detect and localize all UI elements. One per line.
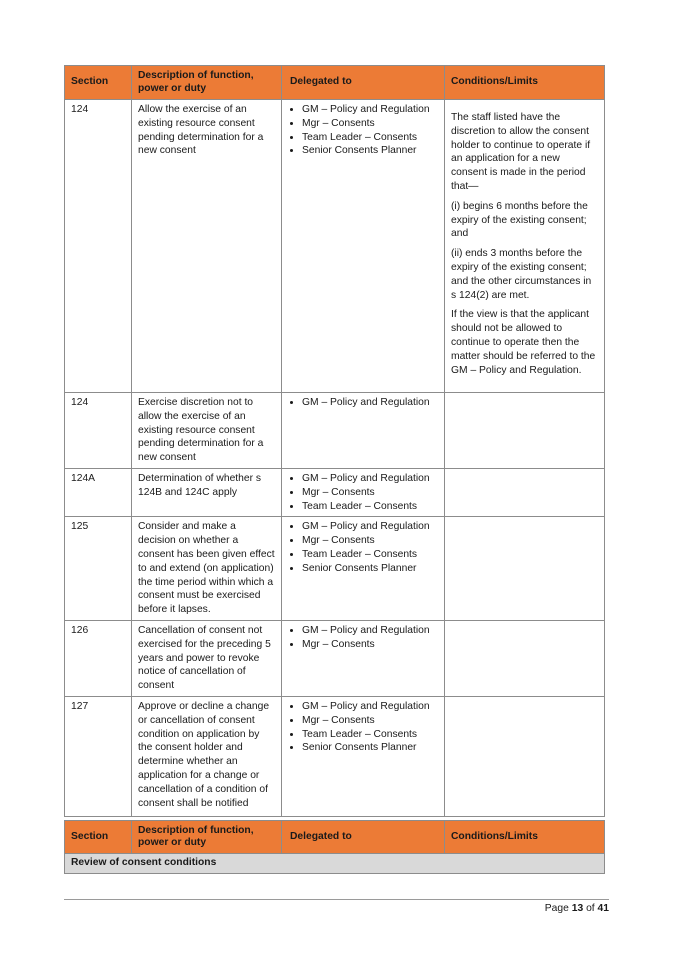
header-delegated-to: Delegated to (282, 66, 445, 100)
page-number (545, 903, 609, 914)
delegate-item: • Team Leader – Consents (302, 728, 438, 742)
page-current: 13 (571, 903, 584, 914)
delegate-list (288, 396, 438, 410)
delegate-item: • Mgr – Consents (302, 534, 438, 548)
delegate-item: • Mgr – Consents (302, 714, 438, 728)
delegations-table (64, 65, 605, 817)
cell-description: Allow the exercise of an existing resource consent pending determination for a new consent (132, 100, 282, 393)
delegate-item: • GM – Policy and Regulation (302, 472, 438, 486)
cell-section: 124 (65, 393, 132, 469)
table-row (65, 468, 605, 516)
cell-description: Approve or decline a change or cancellation of consent condition on application by the consent holder and determine whether an application for a change or cancellation of a condition of consent shall be notified (132, 696, 282, 816)
delegate-item: • Mgr – Consents (302, 638, 438, 652)
cell-section: 124A (65, 468, 132, 516)
cell-conditions (445, 517, 605, 621)
cell-description: Determination of whether s 124B and 124C apply (132, 468, 282, 516)
cell-section: 125 (65, 517, 132, 621)
cell-description: Consider and make a decision on whether a consent has been given effect to and extend (on application) the time period within which a consent must be exercised before it lapses. (132, 517, 282, 621)
table-row (65, 517, 605, 621)
cell-conditions (445, 468, 605, 516)
footer-divider (64, 899, 609, 900)
delegate-item: • GM – Policy and Regulation (302, 396, 438, 410)
table-row (65, 100, 605, 393)
delegate-item: • Senior Consents Planner (302, 741, 438, 755)
delegate-list (288, 472, 438, 513)
page-label: Page (544, 903, 569, 914)
delegations-table-continued (64, 820, 605, 874)
condition-paragraph: If the view is that the applicant should not be allowed to continue to operate then the matter should be referred to the GM – Policy and Regulation. (451, 309, 596, 376)
cell-section: 124 (65, 100, 132, 393)
delegate-item: • GM – Policy and Regulation (302, 520, 438, 534)
cell-delegated-to (282, 517, 445, 621)
header-delegated-to: Delegated to (282, 821, 445, 854)
delegate-item: • Mgr – Consents (302, 117, 438, 131)
delegate-item: • Senior Consents Planner (302, 562, 438, 576)
delegate-item: • Team Leader – Consents (302, 131, 438, 145)
cell-delegated-to (282, 696, 445, 816)
cell-delegated-to (282, 100, 445, 393)
header-section: Section (65, 66, 132, 100)
condition-paragraph: The staff listed have the discretion to allow the consent holder to continue to operate if an application for a new consent is made in the period that— (451, 112, 591, 192)
table-row (65, 696, 605, 816)
delegate-list (288, 700, 438, 755)
subheading-row (65, 854, 605, 874)
delegate-item: • Team Leader – Consents (302, 500, 438, 514)
table-row (65, 393, 605, 469)
cell-conditions (445, 696, 605, 816)
table-header-row (65, 66, 605, 100)
subheading-review-of-consent-conditions: Review of consent conditions (65, 854, 605, 874)
delegate-item: • Mgr – Consents (302, 486, 438, 500)
header-conditions: Conditions/Limits (445, 66, 605, 100)
delegate-item: • GM – Policy and Regulation (302, 624, 438, 638)
condition-paragraph: (ii) ends 3 months before the expiry of the existing consent; and the other circumstances in s 124(2) are met. (451, 248, 592, 301)
header-description: Description of function, power or duty (132, 66, 282, 100)
page-total: 41 (597, 903, 609, 914)
delegate-list (288, 624, 438, 652)
delegate-item: • GM – Policy and Regulation (302, 700, 438, 714)
header-section: Section (65, 821, 132, 854)
cell-delegated-to (282, 468, 445, 516)
cell-delegated-to (282, 393, 445, 469)
page-of-label: of (586, 903, 595, 914)
delegate-item: • Senior Consents Planner (302, 144, 438, 158)
cell-conditions (445, 100, 605, 393)
delegate-item: • Team Leader – Consents (302, 548, 438, 562)
delegate-item: • GM – Policy and Regulation (302, 103, 438, 117)
table-header-row (65, 821, 605, 854)
cell-conditions (445, 393, 605, 469)
cell-conditions (445, 620, 605, 696)
cell-description: Cancellation of consent not exercised for the preceding 5 years and power to revoke notice of cancellation of consent (132, 620, 282, 696)
delegate-list (288, 520, 438, 575)
header-description: Description of function, power or duty (132, 821, 282, 854)
cell-section: 126 (65, 620, 132, 696)
table-row (65, 620, 605, 696)
cell-delegated-to (282, 620, 445, 696)
condition-paragraph: (i) begins 6 months before the expiry of the existing consent; and (451, 200, 588, 240)
cell-section: 127 (65, 696, 132, 816)
cell-description: Exercise discretion not to allow the exercise of an existing resource consent pending determination for a new consent (132, 393, 282, 469)
delegate-list (288, 103, 438, 158)
header-conditions: Conditions/Limits (445, 821, 605, 854)
